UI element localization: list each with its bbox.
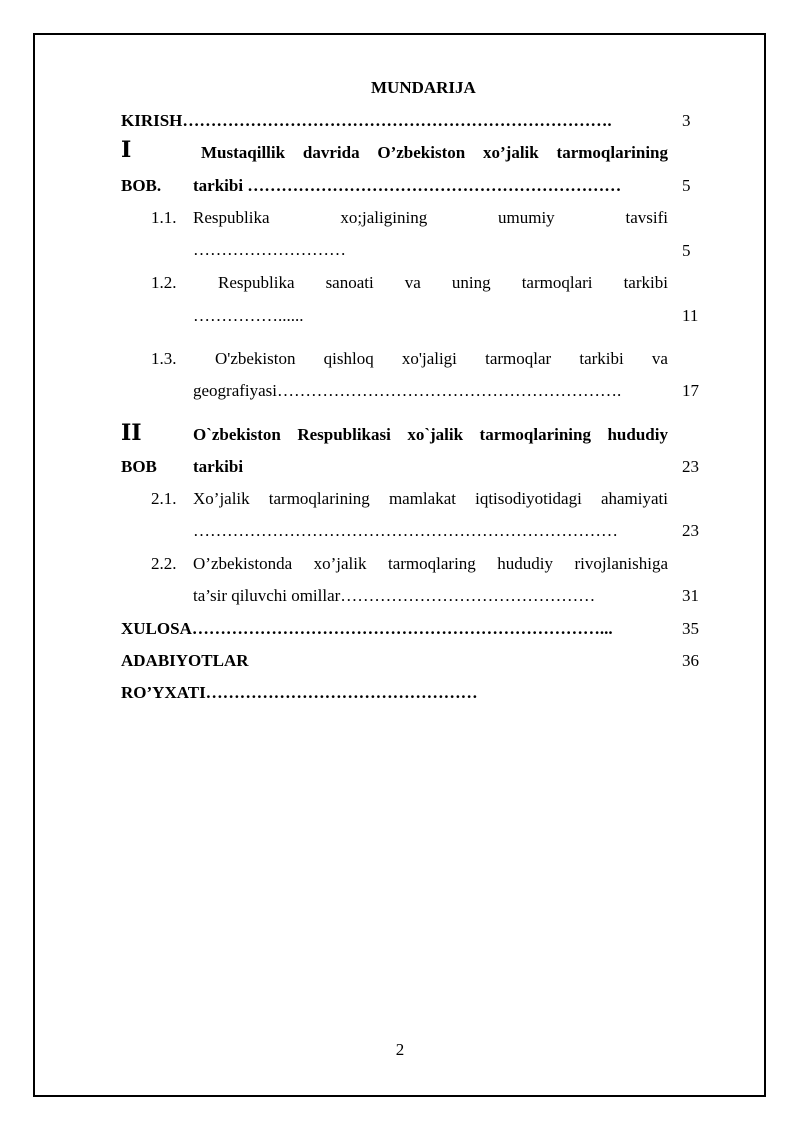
chapter1-title-word: davrida — [302, 143, 360, 162]
toc-heading: MUNDARIJA — [371, 78, 476, 97]
chapter2-title-word: tarmoqlarining — [479, 425, 591, 444]
section-word: xo’jalik — [313, 554, 367, 573]
section-word: O’zbekistonda — [193, 554, 293, 573]
section-word: O'zbekiston — [215, 349, 296, 368]
section-1-2-leader: ……………...... — [193, 306, 304, 325]
section-word: Xo’jalik — [193, 489, 250, 508]
section-word: tavsifi — [625, 208, 668, 227]
section-word: tarkibi — [623, 273, 668, 292]
section-1-2-title[interactable] — [218, 273, 668, 293]
section-2-2-page: 31 — [682, 586, 699, 605]
toc-page-conclusion: 35 — [682, 619, 699, 638]
section-1-1-title[interactable] — [193, 208, 668, 228]
chapter1-title-word: O’zbekiston — [377, 143, 466, 162]
section-word: tarkibi — [579, 349, 624, 368]
section-word: tarmoqlaring — [388, 554, 476, 573]
chapter2-title-word: O`zbekiston — [193, 425, 281, 444]
section-2-1-number: 2.1. — [151, 489, 177, 508]
section-word: umumiy — [498, 208, 555, 227]
toc-entry-references[interactable]: ADABIYOTLAR — [121, 651, 249, 670]
section-word: mamlakat — [388, 489, 456, 508]
section-1-1-leader: ……………………… — [193, 240, 346, 259]
page-number: 2 — [395, 1040, 405, 1059]
chapter1-roman: I — [121, 137, 132, 163]
section-word: tarmoqlarining — [268, 489, 370, 508]
chapter2-title-word: Respublikasi — [297, 425, 391, 444]
section-1-2-page: 11 — [682, 306, 699, 325]
section-word: ahamiyati — [600, 489, 668, 508]
toc-page-references: 36 — [682, 651, 699, 670]
chapter1-title-line2[interactable]: tarkibi ………………………………………………………… — [193, 176, 622, 195]
section-1-2-number: 1.2. — [151, 273, 177, 292]
section-2-2-line2: ta’sir qiluvchi omillar……………………………………… — [193, 586, 596, 605]
chapter1-bob: BOB. — [121, 176, 162, 195]
section-2-1-leader: ………………………………………………………………… — [193, 521, 618, 540]
toc-entry-intro[interactable]: KIRISH…………………………………………………………………. — [121, 111, 612, 130]
chapter2-title-line2[interactable]: tarkibi — [193, 457, 244, 476]
section-word: sanoati — [325, 273, 374, 292]
section-word: va — [651, 349, 668, 368]
section-word: iqtisodiyotidagi — [475, 489, 582, 508]
section-word: uning — [451, 273, 491, 292]
section-word: xo'jaligi — [401, 349, 457, 368]
section-1-3-title[interactable] — [215, 349, 668, 369]
chapter1-title-word: tarmoqlarining — [556, 143, 668, 162]
section-word: qishloq — [323, 349, 374, 368]
chapter2-title-word: xo`jalik — [407, 425, 464, 444]
chapter1-title-word: xo’jalik — [483, 143, 539, 162]
section-1-3-page: 17 — [682, 381, 699, 400]
section-word: tarmoqlari — [521, 273, 593, 292]
chapter2-roman: II — [121, 420, 142, 446]
chapter1-page: 5 — [682, 176, 691, 195]
section-word: xo;jaligining — [340, 208, 428, 227]
toc-entry-references-line2[interactable]: RO’YXATI………………………………………… — [121, 683, 478, 702]
section-1-1-number: 1.1. — [151, 208, 177, 227]
toc-page-intro: 3 — [682, 111, 691, 130]
chapter2-title[interactable] — [193, 425, 668, 445]
section-word: hududiy — [497, 554, 554, 573]
section-2-1-page: 23 — [682, 521, 699, 540]
section-word: tarmoqlar — [485, 349, 552, 368]
section-2-2-title[interactable] — [193, 554, 668, 574]
chapter2-bob: BOB — [121, 457, 157, 476]
section-1-3-line2: geografiyasi……………………………………………………. — [193, 381, 622, 400]
chapter2-page: 23 — [682, 457, 699, 476]
section-word: va — [404, 273, 421, 292]
section-1-3-number: 1.3. — [151, 349, 177, 368]
section-2-1-title[interactable] — [193, 489, 668, 509]
chapter1-title[interactable] — [201, 143, 668, 163]
section-1-1-page: 5 — [682, 241, 691, 260]
chapter1-title-word: Mustaqillik — [201, 143, 286, 162]
section-2-2-number: 2.2. — [151, 554, 177, 573]
section-word: rivojlanishiga — [574, 554, 668, 573]
toc-entry-conclusion[interactable]: XULOSA………………………………………………………………... — [121, 619, 613, 638]
section-word: Respublika — [218, 273, 295, 292]
section-word: Respublika — [193, 208, 270, 227]
chapter2-title-word: hududiy — [607, 425, 668, 444]
